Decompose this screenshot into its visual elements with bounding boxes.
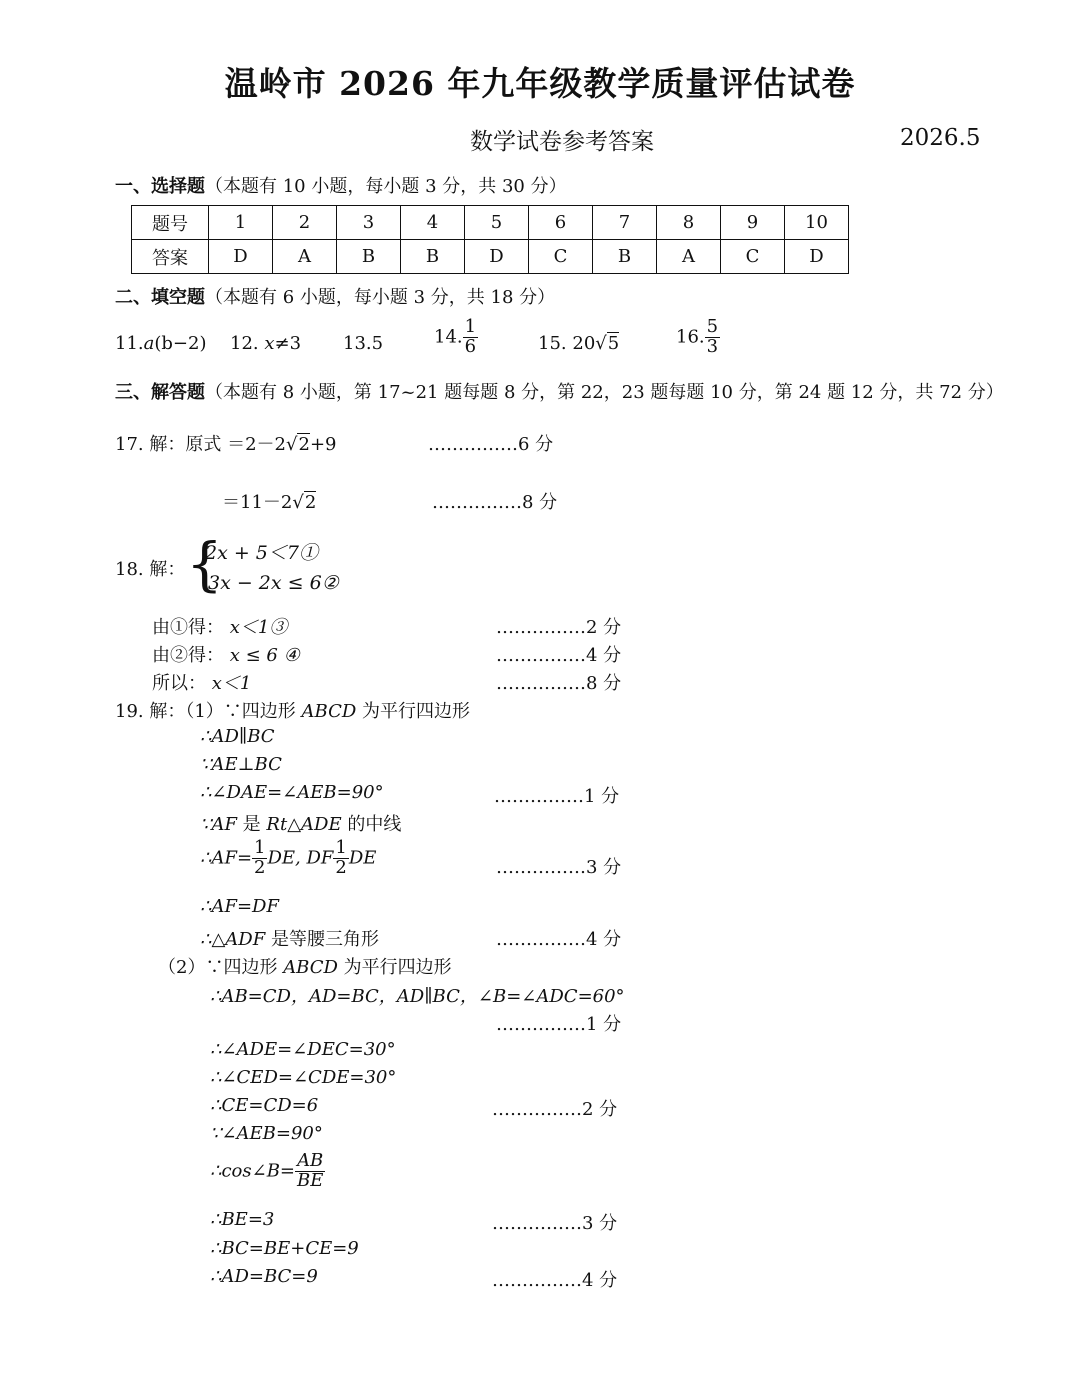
row-label-number: 题号 [132,206,209,240]
q19-step: ∴AD=BC=9 [210,1266,318,1287]
statement: 为平行四边形 [337,957,452,978]
q17-line-1: 17. 解：原式 ＝2－2√2+9 [115,434,337,455]
table-row [132,206,849,240]
shape-name: ABCD [301,701,357,722]
q19-step: ∴AD∥BC [200,726,275,747]
q19-step: ∵AE⊥BC [200,754,282,775]
question-number: 9 [721,206,785,240]
question-number: 2 [273,206,337,240]
expr: ∴AF= [200,847,253,869]
section-2-heading [115,283,555,309]
denominator: 2 [254,856,266,878]
q19-step: ∴AB=CD，AD=BC，AD∥BC，∠B=∠ADC=60° [210,986,625,1007]
denominator: BE [297,1169,324,1191]
q18-label: 18. 解： [115,559,186,580]
answer-text: 5 [371,333,384,354]
answer-cell: A [657,240,721,274]
answer-cell: B [593,240,657,274]
q-number: 14. [434,326,463,348]
text: 是等腰三角形 [265,929,379,950]
numerator: AB [295,1152,325,1172]
denominator: 6 [464,335,477,357]
answer-cell: D [209,240,273,274]
question-number: 10 [785,206,849,240]
question-number: 6 [529,206,593,240]
q19-label [115,697,470,723]
expr: ∵AF [200,814,237,835]
page-title: 温岭市 2026 年九年级教学质量评估试卷 [224,64,856,103]
q-label: 19. 解：（1）∵四边形 [115,701,302,722]
score-mark: ……………3 分 [496,857,622,878]
q-number: 15. [538,333,567,354]
answer-cell: D [465,240,529,274]
q19-step: ∴∠DAE=∠AEB=90° [200,782,384,803]
section-1-heading [115,172,567,198]
answer-cell: B [401,240,465,274]
step-math: x ≤ 6 ④ [229,645,300,666]
fill-answer-14 [434,318,478,357]
q19-step: ∵∠AEB=90° [210,1123,323,1144]
step-text: 所以： [152,673,206,694]
answer-text: ≠3 [274,333,302,354]
section-2-title: 二、填空题 [115,287,205,308]
fill-answer-15: 15. 20√5 [538,333,620,354]
page-subtitle: 数学试卷参考答案 [470,129,654,155]
exam-date: 2026.5 [900,125,981,151]
q19-step: ∴BE=3 [210,1209,275,1230]
q19-step: ∴CE=CD=6 [210,1095,319,1116]
expr: DE [348,847,377,869]
q18-step-1 [152,613,287,639]
numerator: 1 [464,316,477,337]
question-number: 1 [209,206,273,240]
score-mark: ……………4 分 [492,1270,618,1291]
answer-cell: C [529,240,593,274]
statement: 为平行四边形 [356,701,471,722]
fraction [463,318,478,357]
expr: ∴△ADF [200,929,266,950]
numerator: 1 [254,837,266,858]
fill-answer-12 [230,333,301,354]
part-label: （2）∵四边形 [158,957,284,978]
q18-step-3 [152,669,251,695]
fraction [705,318,720,357]
q17-line-2: ＝11－2√2 [222,492,317,513]
step-math: x＜1 [211,673,252,694]
expr: ＝11－2 [222,492,293,513]
q19-step-fraction [200,839,376,878]
var-a: a [143,333,155,354]
shape-name: ABCD [283,957,338,978]
score-mark: ……………8 分 [496,673,622,694]
fraction [333,839,348,878]
score-mark: ……………2 分 [492,1099,618,1120]
q19-part-2-label [158,953,452,979]
denominator: 2 [335,856,347,878]
fraction [295,1152,325,1191]
radicand: 2 [298,434,310,455]
radicand: 5 [607,333,620,354]
score-mark: ……………4 分 [496,645,622,666]
coefficient: 20 [572,333,596,354]
section-1-desc: （本题有 10 小题，每小题 3 分，共 30 分） [205,176,567,197]
question-number: 5 [465,206,529,240]
q19-step: ∴∠CED=∠CDE=30° [210,1067,397,1088]
answer-text: (b−2) [154,333,207,354]
fill-answer-13 [343,333,383,354]
q19-step [200,925,379,951]
answer-table [131,205,849,274]
question-number: 3 [337,206,401,240]
section-2-desc: （本题有 6 小题，每小题 3 分，共 18 分） [205,287,556,308]
section-3-desc: （本题有 8 小题，第 17~21 题每题 8 分，第 22，23 题每题 10 分，第 24 题 12 分，共 72 分） [205,382,1004,403]
question-number: 4 [401,206,465,240]
answer-cell: A [273,240,337,274]
q19-step: ∴AF=DF [200,896,279,917]
system-eq-2: 3x − 2x ≤ 6② [208,572,339,594]
answer-cell: B [337,240,401,274]
denominator: 3 [706,335,719,357]
q-number: 12. [230,333,259,354]
numerator: 5 [706,316,719,337]
score-mark: ……………1 分 [496,1014,622,1035]
step-text: 由②得： [152,645,224,666]
q-number: 11. [115,333,144,354]
numerator: 1 [335,837,347,858]
expr: DE, DF [267,847,334,869]
fraction [252,839,267,878]
radicand: 2 [304,492,317,513]
score-mark: ……………2 分 [496,617,622,638]
q19-step: ∴BC=BE+CE=9 [210,1238,359,1259]
q18-step-2 [152,641,300,667]
system-eq-1: 2x + 5＜7① [205,542,318,564]
q19-step: ∴∠ADE=∠DEC=30° [210,1039,396,1060]
q19-step [200,810,401,836]
q19-step-fraction [210,1152,325,1191]
answer-cell: D [785,240,849,274]
expr: ∴cos∠B= [210,1160,295,1182]
row-label-answer: 答案 [132,240,209,274]
question-number: 8 [657,206,721,240]
q-number: 13. [343,333,372,354]
expr: △ADE [287,814,342,835]
expr: Rt [266,814,288,835]
score-mark: ……………3 分 [492,1213,618,1234]
score-mark: ……………4 分 [496,929,622,950]
section-3-heading [115,378,1004,404]
fill-answer-11 [115,333,206,354]
brace: { [186,530,223,598]
table-row [132,240,849,274]
section-3-title: 三、解答题 [115,382,205,403]
q-number: 16. [676,326,705,348]
step-math: x＜1③ [229,617,288,638]
section-1-title: 一、选择题 [115,176,205,197]
text: 是 [236,814,267,835]
score-mark: ……………6 分 [428,434,554,455]
step-text: 由①得： [152,617,224,638]
answer-cell: C [721,240,785,274]
expr: +9 [309,434,337,455]
fill-answer-16 [676,318,720,357]
score-mark: ……………1 分 [494,786,620,807]
text: 的中线 [341,814,402,835]
expr: ＝2－2 [227,434,286,455]
question-number: 7 [593,206,657,240]
score-mark: ……………8 分 [432,492,558,513]
var-x: x [264,333,275,354]
q-label: 17. 解：原式 [115,434,222,455]
